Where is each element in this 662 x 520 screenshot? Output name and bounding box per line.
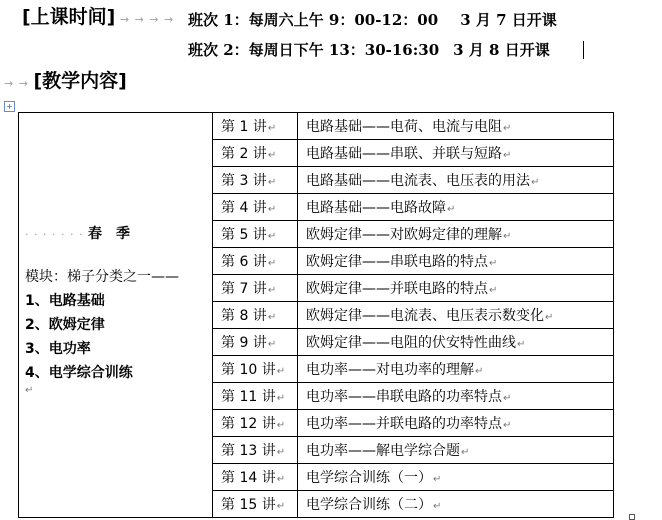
lecture-number: 第 14 讲↵ [213, 464, 298, 491]
tab-marks: → → → → [115, 13, 175, 26]
lecture-number: 第 4 讲↵ [213, 194, 298, 221]
lecture-table [18, 112, 614, 518]
table-row [19, 113, 614, 140]
lecture-title: 电路基础——电路故障↵ [298, 194, 614, 221]
lecture-number: 第 12 讲↵ [213, 410, 298, 437]
class2-start: 3 月 8 日开课 [453, 41, 550, 59]
content-heading: → → [教学内容] [4, 70, 127, 92]
class1-start: 3 月 7 日开课 [460, 11, 557, 29]
lecture-number: 第 9 讲↵ [213, 329, 298, 356]
paragraph-mark: ↵ [25, 385, 34, 396]
lecture-title: 电路基础——电荷、电流与电阻↵ [298, 113, 614, 140]
class1-line [188, 10, 557, 30]
lecture-title: 欧姆定律——对欧姆定律的理解↵ [298, 221, 614, 248]
text-cursor [583, 41, 584, 59]
class1-time: 每周六上午 9：00-12：00 [248, 11, 439, 29]
lecture-title: 电功率——对电功率的理解↵ [298, 356, 614, 383]
lecture-number: 第 8 讲↵ [213, 302, 298, 329]
tab-marks: · · · · · · · [25, 228, 88, 241]
table-resize-handle[interactable] [629, 514, 635, 520]
schedule-heading: [上课时间] → → → → [22, 6, 175, 28]
lecture-title: 电路基础——串联、并联与短路↵ [298, 140, 614, 167]
lecture-title: 欧姆定律——电阻的伏安特性曲线↵ [298, 329, 614, 356]
lecture-number: 第 13 讲↵ [213, 437, 298, 464]
class2-line [188, 40, 550, 60]
module-label: 模块：梯子分类之一—— [25, 269, 179, 285]
lecture-title: 电学综合训练（一）↵ [298, 464, 614, 491]
lecture-title: 电功率——并联电路的功率特点↵ [298, 410, 614, 437]
class2-label: 班次 2： [188, 41, 249, 59]
lecture-number: 第 5 讲↵ [213, 221, 298, 248]
lecture-title: 欧姆定律——串联电路的特点↵ [298, 248, 614, 275]
class1-label: 班次 1： [188, 11, 249, 29]
lecture-number: 第 11 讲↵ [213, 383, 298, 410]
topic-item: 1、电路基础 [25, 293, 105, 309]
class2-time: 每周日下午 13：30-16:30 [248, 41, 440, 59]
topic-item: 2、欧姆定律 [25, 317, 105, 333]
lecture-number: 第 6 讲↵ [213, 248, 298, 275]
lecture-title: 电功率——解电学综合题↵ [298, 437, 614, 464]
topic-list [25, 289, 133, 385]
lecture-title: 电学综合训练（二）↵ [298, 491, 614, 518]
topic-item: 4、电学综合训练 [25, 365, 133, 381]
topic-item: 3、电功率 [25, 341, 91, 357]
season-label: · · · · · · · 春 季 [25, 226, 130, 242]
lecture-title: 欧姆定律——并联电路的特点↵ [298, 275, 614, 302]
lecture-number: 第 7 讲↵ [213, 275, 298, 302]
lecture-title: 电功率——串联电路的功率特点↵ [298, 383, 614, 410]
module-cell [19, 113, 213, 518]
table-move-handle-icon[interactable]: + [4, 101, 15, 112]
tab-marks: → → [4, 77, 34, 90]
lecture-number: 第 3 讲↵ [213, 167, 298, 194]
lecture-number: 第 10 讲↵ [213, 356, 298, 383]
lecture-number: 第 2 讲↵ [213, 140, 298, 167]
lecture-number: 第 15 讲↵ [213, 491, 298, 518]
lecture-title: 电路基础——电流表、电压表的用法↵ [298, 167, 614, 194]
lecture-number: 第 1 讲↵ [213, 113, 298, 140]
lecture-title: 欧姆定律——电流表、电压表示数变化↵ [298, 302, 614, 329]
